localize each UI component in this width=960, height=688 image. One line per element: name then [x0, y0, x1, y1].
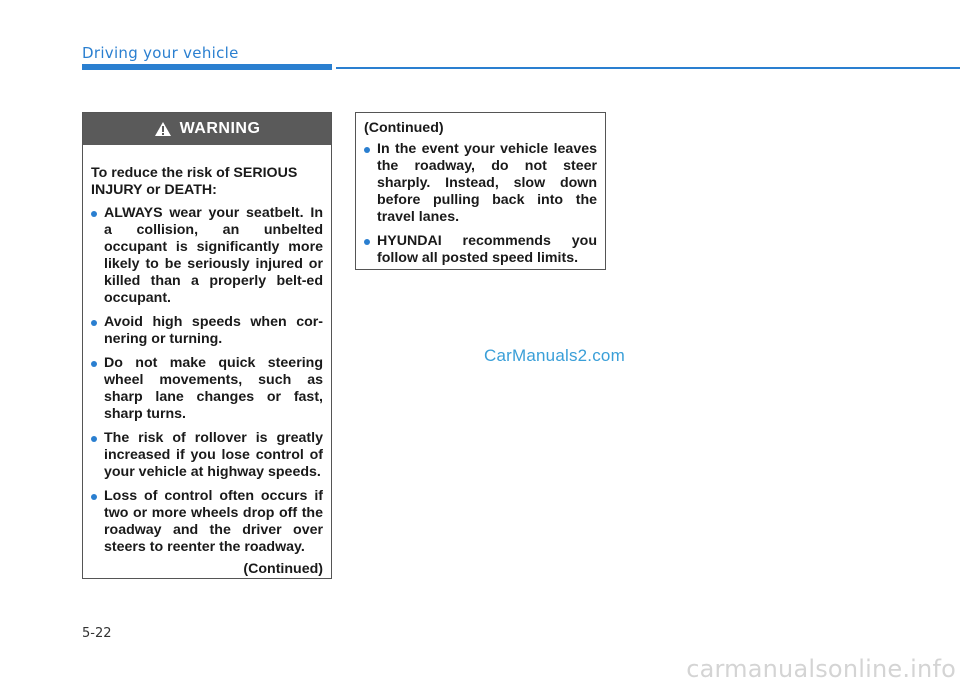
warning-list	[91, 205, 323, 556]
list-item-text: In the event your vehicle leaves the roadway, do not steer sharply. Instead, slow down before pulling back into the travel lanes.	[377, 141, 597, 225]
list-item	[91, 314, 323, 348]
section-title: Driving your vehicle	[82, 44, 239, 62]
list-item-text: HYUNDAI recommends you follow all posted speed limits.	[377, 233, 597, 266]
list-item	[91, 488, 323, 556]
bullet-icon	[364, 239, 370, 245]
header-rule-thick	[82, 64, 332, 70]
continuation-box	[355, 112, 606, 270]
list-item	[364, 141, 597, 226]
warning-body	[83, 145, 331, 578]
bullet-icon	[91, 361, 97, 367]
bullet-icon	[91, 320, 97, 326]
bullet-icon	[91, 494, 97, 500]
list-item-text: Loss of control often occurs if two or more wheels drop off the roadway and the driver over steers to reenter the roadway.	[104, 488, 323, 555]
continuation-label: (Continued)	[364, 120, 444, 136]
list-item	[364, 233, 597, 267]
bullet-icon	[91, 211, 97, 217]
list-item-text: ALWAYS wear your seatbelt. In a collision, an unbelted occupant is significantly more likely to be seriously injured or killed than a properly belt-ed occupant.	[104, 205, 323, 306]
list-item-text: Avoid high speeds when cor-nering or turning.	[104, 314, 323, 347]
page-number: 5-22	[82, 626, 112, 641]
warning-header	[83, 113, 331, 145]
warning-box	[82, 112, 332, 579]
watermark-link[interactable]: CarManuals2.com	[484, 346, 625, 365]
list-item-text: The risk of rollover is greatly increased if you lose control of your vehicle at highway speeds.	[104, 430, 323, 480]
list-item	[91, 205, 323, 307]
footer-site-mark: carmanualsonline.info	[686, 655, 956, 683]
list-item-text: Do not make quick steering wheel movements, such as sharp lane changes or fast, sharp turns.	[104, 355, 323, 422]
bullet-icon	[364, 147, 370, 153]
header-rule-thin	[336, 67, 960, 69]
warning-triangle-icon	[154, 121, 172, 137]
bullet-icon	[91, 436, 97, 442]
list-item	[91, 430, 323, 481]
continued-label: (Continued)	[243, 561, 323, 577]
warning-heading: WARNING	[179, 120, 261, 137]
continuation-list	[364, 141, 597, 267]
list-item	[91, 355, 323, 423]
warning-intro: To reduce the risk of SERIOUS INJURY or DEATH:	[91, 165, 298, 198]
